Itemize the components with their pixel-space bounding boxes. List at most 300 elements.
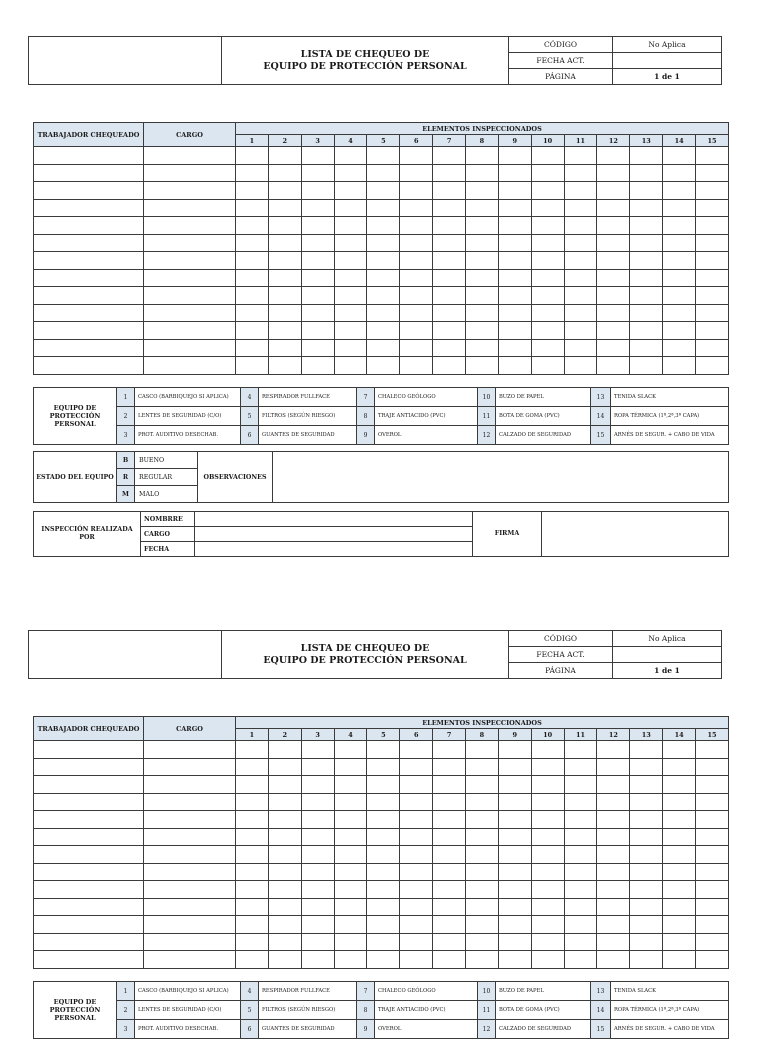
check-cell[interactable] <box>564 741 597 759</box>
check-cell[interactable] <box>531 776 564 794</box>
check-cell[interactable] <box>531 863 564 881</box>
check-cell[interactable] <box>466 322 499 340</box>
check-cell[interactable] <box>334 793 367 811</box>
check-cell[interactable] <box>498 863 531 881</box>
check-cell[interactable] <box>301 147 334 165</box>
check-cell[interactable] <box>630 863 663 881</box>
check-cell[interactable] <box>498 811 531 829</box>
check-cell[interactable] <box>433 269 466 287</box>
check-cell[interactable] <box>564 881 597 899</box>
check-cell[interactable] <box>498 793 531 811</box>
check-cell[interactable] <box>498 164 531 182</box>
check-cell[interactable] <box>663 758 696 776</box>
check-cell[interactable] <box>696 933 729 951</box>
firma-field[interactable] <box>542 512 729 557</box>
check-cell[interactable] <box>367 916 400 934</box>
check-cell[interactable] <box>597 287 630 305</box>
cargo-cell[interactable] <box>144 741 236 759</box>
check-cell[interactable] <box>433 881 466 899</box>
check-cell[interactable] <box>597 164 630 182</box>
check-cell[interactable] <box>400 793 433 811</box>
check-cell[interactable] <box>597 811 630 829</box>
check-cell[interactable] <box>301 881 334 899</box>
check-cell[interactable] <box>498 339 531 357</box>
cargo-cell[interactable] <box>144 339 236 357</box>
check-cell[interactable] <box>630 269 663 287</box>
check-cell[interactable] <box>236 287 269 305</box>
check-cell[interactable] <box>663 199 696 217</box>
fecha-field[interactable] <box>195 542 473 557</box>
check-cell[interactable] <box>236 164 269 182</box>
check-cell[interactable] <box>433 898 466 916</box>
trabajador-cell[interactable] <box>34 304 144 322</box>
cargo-cell[interactable] <box>144 269 236 287</box>
check-cell[interactable] <box>236 881 269 899</box>
check-cell[interactable] <box>301 846 334 864</box>
check-cell[interactable] <box>597 339 630 357</box>
check-cell[interactable] <box>268 776 301 794</box>
check-cell[interactable] <box>301 339 334 357</box>
check-cell[interactable] <box>466 933 499 951</box>
check-cell[interactable] <box>433 339 466 357</box>
check-cell[interactable] <box>630 199 663 217</box>
check-cell[interactable] <box>663 182 696 200</box>
check-cell[interactable] <box>630 776 663 794</box>
check-cell[interactable] <box>498 182 531 200</box>
check-cell[interactable] <box>367 951 400 969</box>
check-cell[interactable] <box>663 322 696 340</box>
check-cell[interactable] <box>630 881 663 899</box>
check-cell[interactable] <box>433 776 466 794</box>
check-cell[interactable] <box>268 304 301 322</box>
check-cell[interactable] <box>236 199 269 217</box>
check-cell[interactable] <box>498 304 531 322</box>
check-cell[interactable] <box>597 182 630 200</box>
check-cell[interactable] <box>268 252 301 270</box>
check-cell[interactable] <box>433 916 466 934</box>
cargo-cell[interactable] <box>144 828 236 846</box>
check-cell[interactable] <box>498 252 531 270</box>
check-cell[interactable] <box>236 147 269 165</box>
trabajador-cell[interactable] <box>34 846 144 864</box>
check-cell[interactable] <box>367 357 400 375</box>
check-cell[interactable] <box>531 322 564 340</box>
check-cell[interactable] <box>268 217 301 235</box>
trabajador-cell[interactable] <box>34 234 144 252</box>
check-cell[interactable] <box>400 916 433 934</box>
check-cell[interactable] <box>236 916 269 934</box>
check-cell[interactable] <box>268 339 301 357</box>
check-cell[interactable] <box>268 951 301 969</box>
trabajador-cell[interactable] <box>34 357 144 375</box>
check-cell[interactable] <box>466 339 499 357</box>
trabajador-cell[interactable] <box>34 881 144 899</box>
check-cell[interactable] <box>597 951 630 969</box>
check-cell[interactable] <box>630 182 663 200</box>
check-cell[interactable] <box>433 322 466 340</box>
check-cell[interactable] <box>597 758 630 776</box>
check-cell[interactable] <box>334 322 367 340</box>
cargo-cell[interactable] <box>144 776 236 794</box>
check-cell[interactable] <box>236 357 269 375</box>
check-cell[interactable] <box>564 234 597 252</box>
check-cell[interactable] <box>696 147 729 165</box>
trabajador-cell[interactable] <box>34 147 144 165</box>
check-cell[interactable] <box>498 357 531 375</box>
check-cell[interactable] <box>498 741 531 759</box>
check-cell[interactable] <box>400 199 433 217</box>
check-cell[interactable] <box>400 252 433 270</box>
check-cell[interactable] <box>531 287 564 305</box>
check-cell[interactable] <box>268 898 301 916</box>
check-cell[interactable] <box>531 951 564 969</box>
check-cell[interactable] <box>466 182 499 200</box>
check-cell[interactable] <box>466 357 499 375</box>
check-cell[interactable] <box>433 252 466 270</box>
trabajador-cell[interactable] <box>34 758 144 776</box>
check-cell[interactable] <box>334 741 367 759</box>
cargo-cell[interactable] <box>144 846 236 864</box>
check-cell[interactable] <box>531 269 564 287</box>
check-cell[interactable] <box>400 758 433 776</box>
check-cell[interactable] <box>564 916 597 934</box>
check-cell[interactable] <box>564 793 597 811</box>
check-cell[interactable] <box>236 252 269 270</box>
check-cell[interactable] <box>236 863 269 881</box>
check-cell[interactable] <box>663 898 696 916</box>
check-cell[interactable] <box>696 357 729 375</box>
check-cell[interactable] <box>531 846 564 864</box>
check-cell[interactable] <box>433 811 466 829</box>
check-cell[interactable] <box>433 234 466 252</box>
check-cell[interactable] <box>301 741 334 759</box>
check-cell[interactable] <box>400 951 433 969</box>
check-cell[interactable] <box>663 234 696 252</box>
check-cell[interactable] <box>630 916 663 934</box>
check-cell[interactable] <box>433 846 466 864</box>
check-cell[interactable] <box>334 951 367 969</box>
cargo-cell[interactable] <box>144 182 236 200</box>
check-cell[interactable] <box>400 357 433 375</box>
check-cell[interactable] <box>498 758 531 776</box>
check-cell[interactable] <box>433 304 466 322</box>
check-cell[interactable] <box>433 287 466 305</box>
check-cell[interactable] <box>334 252 367 270</box>
check-cell[interactable] <box>334 898 367 916</box>
check-cell[interactable] <box>597 147 630 165</box>
check-cell[interactable] <box>400 287 433 305</box>
check-cell[interactable] <box>696 863 729 881</box>
check-cell[interactable] <box>564 164 597 182</box>
check-cell[interactable] <box>268 758 301 776</box>
check-cell[interactable] <box>466 269 499 287</box>
check-cell[interactable] <box>301 916 334 934</box>
check-cell[interactable] <box>696 811 729 829</box>
check-cell[interactable] <box>367 182 400 200</box>
check-cell[interactable] <box>564 357 597 375</box>
trabajador-cell[interactable] <box>34 951 144 969</box>
check-cell[interactable] <box>597 916 630 934</box>
check-cell[interactable] <box>466 741 499 759</box>
check-cell[interactable] <box>236 217 269 235</box>
check-cell[interactable] <box>663 828 696 846</box>
check-cell[interactable] <box>696 269 729 287</box>
check-cell[interactable] <box>663 846 696 864</box>
check-cell[interactable] <box>630 164 663 182</box>
cargo-cell[interactable] <box>144 287 236 305</box>
check-cell[interactable] <box>466 252 499 270</box>
check-cell[interactable] <box>466 793 499 811</box>
check-cell[interactable] <box>630 951 663 969</box>
check-cell[interactable] <box>564 776 597 794</box>
check-cell[interactable] <box>564 811 597 829</box>
check-cell[interactable] <box>301 164 334 182</box>
check-cell[interactable] <box>334 916 367 934</box>
check-cell[interactable] <box>334 269 367 287</box>
check-cell[interactable] <box>466 287 499 305</box>
check-cell[interactable] <box>334 304 367 322</box>
check-cell[interactable] <box>696 339 729 357</box>
check-cell[interactable] <box>466 846 499 864</box>
check-cell[interactable] <box>301 234 334 252</box>
check-cell[interactable] <box>630 793 663 811</box>
check-cell[interactable] <box>433 741 466 759</box>
trabajador-cell[interactable] <box>34 828 144 846</box>
check-cell[interactable] <box>696 741 729 759</box>
check-cell[interactable] <box>400 933 433 951</box>
check-cell[interactable] <box>334 828 367 846</box>
check-cell[interactable] <box>367 933 400 951</box>
check-cell[interactable] <box>564 182 597 200</box>
check-cell[interactable] <box>696 916 729 934</box>
check-cell[interactable] <box>498 322 531 340</box>
check-cell[interactable] <box>531 881 564 899</box>
check-cell[interactable] <box>400 147 433 165</box>
check-cell[interactable] <box>663 304 696 322</box>
check-cell[interactable] <box>268 234 301 252</box>
check-cell[interactable] <box>334 164 367 182</box>
cargo-cell[interactable] <box>144 252 236 270</box>
cargo-cell[interactable] <box>144 758 236 776</box>
check-cell[interactable] <box>367 269 400 287</box>
check-cell[interactable] <box>236 811 269 829</box>
check-cell[interactable] <box>301 304 334 322</box>
check-cell[interactable] <box>268 863 301 881</box>
check-cell[interactable] <box>367 811 400 829</box>
check-cell[interactable] <box>498 846 531 864</box>
check-cell[interactable] <box>268 828 301 846</box>
check-cell[interactable] <box>564 199 597 217</box>
check-cell[interactable] <box>630 828 663 846</box>
check-cell[interactable] <box>236 182 269 200</box>
check-cell[interactable] <box>597 846 630 864</box>
check-cell[interactable] <box>531 182 564 200</box>
check-cell[interactable] <box>696 304 729 322</box>
check-cell[interactable] <box>268 916 301 934</box>
check-cell[interactable] <box>367 304 400 322</box>
check-cell[interactable] <box>433 357 466 375</box>
check-cell[interactable] <box>466 199 499 217</box>
check-cell[interactable] <box>597 898 630 916</box>
check-cell[interactable] <box>400 898 433 916</box>
check-cell[interactable] <box>268 322 301 340</box>
check-cell[interactable] <box>268 182 301 200</box>
check-cell[interactable] <box>663 793 696 811</box>
check-cell[interactable] <box>564 863 597 881</box>
check-cell[interactable] <box>367 234 400 252</box>
check-cell[interactable] <box>268 357 301 375</box>
check-cell[interactable] <box>301 199 334 217</box>
check-cell[interactable] <box>367 758 400 776</box>
check-cell[interactable] <box>433 217 466 235</box>
check-cell[interactable] <box>236 758 269 776</box>
check-cell[interactable] <box>268 933 301 951</box>
cargo-cell[interactable] <box>144 898 236 916</box>
check-cell[interactable] <box>367 217 400 235</box>
check-cell[interactable] <box>236 933 269 951</box>
check-cell[interactable] <box>531 217 564 235</box>
check-cell[interactable] <box>630 357 663 375</box>
check-cell[interactable] <box>236 304 269 322</box>
check-cell[interactable] <box>301 863 334 881</box>
check-cell[interactable] <box>400 217 433 235</box>
check-cell[interactable] <box>663 776 696 794</box>
cargo-cell[interactable] <box>144 147 236 165</box>
check-cell[interactable] <box>564 269 597 287</box>
check-cell[interactable] <box>301 828 334 846</box>
check-cell[interactable] <box>531 304 564 322</box>
check-cell[interactable] <box>334 357 367 375</box>
check-cell[interactable] <box>367 863 400 881</box>
check-cell[interactable] <box>268 846 301 864</box>
check-cell[interactable] <box>663 863 696 881</box>
check-cell[interactable] <box>334 863 367 881</box>
nombre-field[interactable] <box>195 512 473 527</box>
trabajador-cell[interactable] <box>34 916 144 934</box>
check-cell[interactable] <box>696 164 729 182</box>
check-cell[interactable] <box>663 217 696 235</box>
check-cell[interactable] <box>466 217 499 235</box>
cargo-cell[interactable] <box>144 164 236 182</box>
check-cell[interactable] <box>236 846 269 864</box>
check-cell[interactable] <box>663 147 696 165</box>
check-cell[interactable] <box>663 916 696 934</box>
check-cell[interactable] <box>301 951 334 969</box>
check-cell[interactable] <box>531 898 564 916</box>
check-cell[interactable] <box>367 199 400 217</box>
check-cell[interactable] <box>498 147 531 165</box>
cargo-cell[interactable] <box>144 916 236 934</box>
trabajador-cell[interactable] <box>34 811 144 829</box>
check-cell[interactable] <box>334 758 367 776</box>
check-cell[interactable] <box>236 269 269 287</box>
check-cell[interactable] <box>236 951 269 969</box>
check-cell[interactable] <box>531 234 564 252</box>
check-cell[interactable] <box>301 758 334 776</box>
trabajador-cell[interactable] <box>34 199 144 217</box>
check-cell[interactable] <box>663 339 696 357</box>
check-cell[interactable] <box>498 287 531 305</box>
trabajador-cell[interactable] <box>34 287 144 305</box>
check-cell[interactable] <box>696 199 729 217</box>
check-cell[interactable] <box>400 881 433 899</box>
trabajador-cell[interactable] <box>34 269 144 287</box>
check-cell[interactable] <box>696 776 729 794</box>
check-cell[interactable] <box>400 846 433 864</box>
check-cell[interactable] <box>564 828 597 846</box>
check-cell[interactable] <box>531 758 564 776</box>
check-cell[interactable] <box>564 304 597 322</box>
check-cell[interactable] <box>433 863 466 881</box>
check-cell[interactable] <box>367 322 400 340</box>
check-cell[interactable] <box>400 741 433 759</box>
check-cell[interactable] <box>466 304 499 322</box>
check-cell[interactable] <box>400 182 433 200</box>
check-cell[interactable] <box>400 322 433 340</box>
check-cell[interactable] <box>630 758 663 776</box>
check-cell[interactable] <box>630 846 663 864</box>
check-cell[interactable] <box>630 147 663 165</box>
check-cell[interactable] <box>498 881 531 899</box>
check-cell[interactable] <box>531 164 564 182</box>
check-cell[interactable] <box>400 828 433 846</box>
check-cell[interactable] <box>400 776 433 794</box>
check-cell[interactable] <box>630 741 663 759</box>
check-cell[interactable] <box>236 322 269 340</box>
check-cell[interactable] <box>531 793 564 811</box>
check-cell[interactable] <box>531 741 564 759</box>
check-cell[interactable] <box>433 147 466 165</box>
check-cell[interactable] <box>301 898 334 916</box>
check-cell[interactable] <box>498 269 531 287</box>
check-cell[interactable] <box>400 164 433 182</box>
cargo-cell[interactable] <box>144 199 236 217</box>
check-cell[interactable] <box>301 182 334 200</box>
check-cell[interactable] <box>498 199 531 217</box>
check-cell[interactable] <box>301 287 334 305</box>
check-cell[interactable] <box>696 793 729 811</box>
check-cell[interactable] <box>236 776 269 794</box>
check-cell[interactable] <box>564 217 597 235</box>
check-cell[interactable] <box>367 898 400 916</box>
check-cell[interactable] <box>236 898 269 916</box>
check-cell[interactable] <box>268 287 301 305</box>
check-cell[interactable] <box>433 182 466 200</box>
check-cell[interactable] <box>663 269 696 287</box>
check-cell[interactable] <box>400 269 433 287</box>
check-cell[interactable] <box>334 339 367 357</box>
fecha-act-value[interactable] <box>613 53 722 69</box>
check-cell[interactable] <box>696 758 729 776</box>
check-cell[interactable] <box>564 339 597 357</box>
check-cell[interactable] <box>301 322 334 340</box>
check-cell[interactable] <box>696 217 729 235</box>
check-cell[interactable] <box>334 147 367 165</box>
check-cell[interactable] <box>301 776 334 794</box>
trabajador-cell[interactable] <box>34 339 144 357</box>
cargo-cell[interactable] <box>144 357 236 375</box>
trabajador-cell[interactable] <box>34 898 144 916</box>
check-cell[interactable] <box>696 846 729 864</box>
check-cell[interactable] <box>466 898 499 916</box>
check-cell[interactable] <box>630 252 663 270</box>
check-cell[interactable] <box>367 339 400 357</box>
check-cell[interactable] <box>597 793 630 811</box>
check-cell[interactable] <box>433 793 466 811</box>
check-cell[interactable] <box>466 234 499 252</box>
check-cell[interactable] <box>630 339 663 357</box>
trabajador-cell[interactable] <box>34 933 144 951</box>
